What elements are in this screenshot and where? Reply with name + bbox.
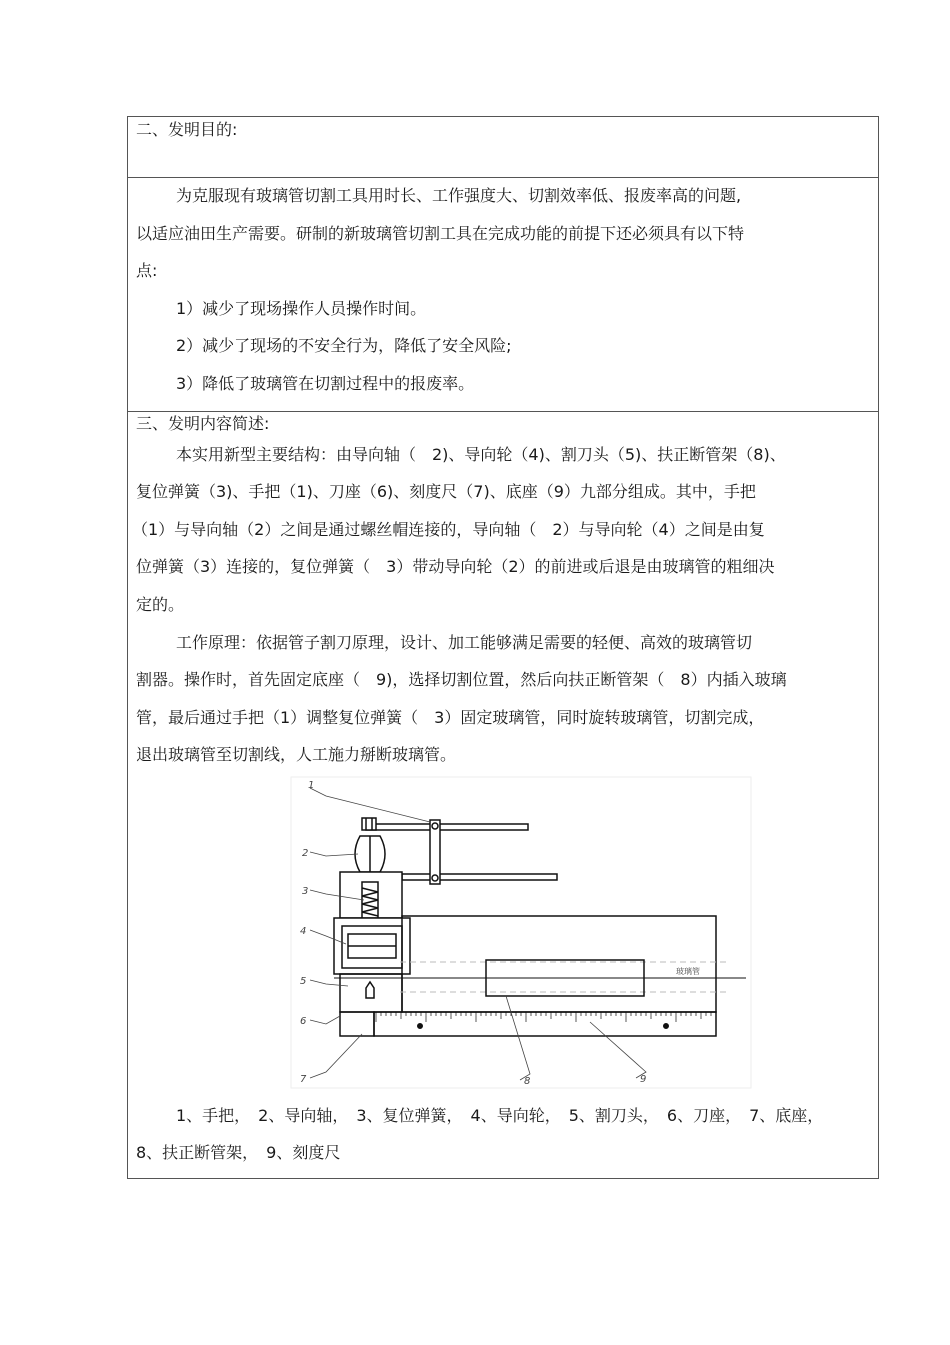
guide-wheel-box [334, 918, 410, 974]
part-label: 3 [302, 886, 309, 897]
cutter-diagram [290, 776, 752, 1089]
section2-item: 1）减少了现场操作人员操作时间。 [176, 299, 427, 318]
section2-item: 3）降低了玻璃管在切割过程中的报废率。 [176, 374, 475, 393]
pipe-label: 玻璃管 [676, 967, 700, 976]
structure-line: 定的。 [136, 595, 185, 614]
principle-line: 退出玻璃管至切割线，人工施力掰断玻璃管。 [136, 745, 457, 764]
section2-item: 2）减少了现场的不安全行为，降低了安全风险; [176, 336, 512, 355]
legend-line: 1、手把， 2、导向轴， 3、复位弹簧， 4、导向轮， 5、割刀头， 6、刀座， 7、底座， [176, 1106, 824, 1125]
structure-line: （1）与导向轴（2）之间是通过螺丝帽连接的，导向轴（ 2）与导向轮（4）之间是由复 [132, 520, 765, 539]
structure-line: 复位弹簧（3)、手把（1)、刀座（6)、刻度尺（7)、底座（9）九部分组成。其中，手把 [136, 482, 756, 501]
part-label: 7 [300, 1074, 307, 1085]
principle-line: 割器。操作时，首先固定底座（ 9)，选择切割位置，然后向扶正断管架（ 8）内插入玻璃 [136, 670, 787, 689]
part-label: 4 [300, 926, 307, 937]
section2-para-line: 为克服现有玻璃管切割工具用时长、工作强度大、切割效率低、报废率高的问题, [176, 186, 742, 205]
legend-line: 8、扶正断管架， 9、刻度尺 [136, 1143, 341, 1162]
part-label: 5 [300, 976, 307, 987]
spring-block [340, 872, 402, 918]
section2-title: 二、发明目的: [136, 120, 238, 139]
part-label: 6 [300, 1016, 307, 1027]
scale-ruler [340, 1012, 716, 1036]
section2-header-box [127, 116, 879, 178]
structure-line: 位弹簧（3）连接的，复位弹簧（ 3）带动导向轮（2）的前进或后退是由玻璃管的粗细决 [136, 557, 775, 576]
part-label: 8 [524, 1076, 531, 1087]
part-label: 1 [308, 780, 315, 791]
principle-line: 管，最后通过手把（1）调整复位弹簧（ 3）固定玻璃管，同时旋转玻璃管，切割完成， [136, 708, 765, 727]
principle-line: 工作原理：依据管子割刀原理，设计、加工能够满足需要的轻便、高效的玻璃管切 [176, 633, 753, 652]
structure-line: 本实用新型主要结构：由导向轴（ 2)、导向轮（4)、割刀头（5)、扶正断管架（8)、 [176, 445, 786, 464]
top-nut [362, 818, 376, 830]
part-label: 9 [640, 1074, 647, 1085]
guide-shaft [355, 836, 385, 872]
part-label: 2 [302, 848, 309, 859]
section3-title: 三、发明内容简述: [136, 414, 270, 433]
section2-para-line: 点: [136, 261, 158, 280]
section2-para-line: 以适应油田生产需要。研制的新玻璃管切割工具在完成功能的前提下还必须具有以下特 [136, 224, 745, 243]
